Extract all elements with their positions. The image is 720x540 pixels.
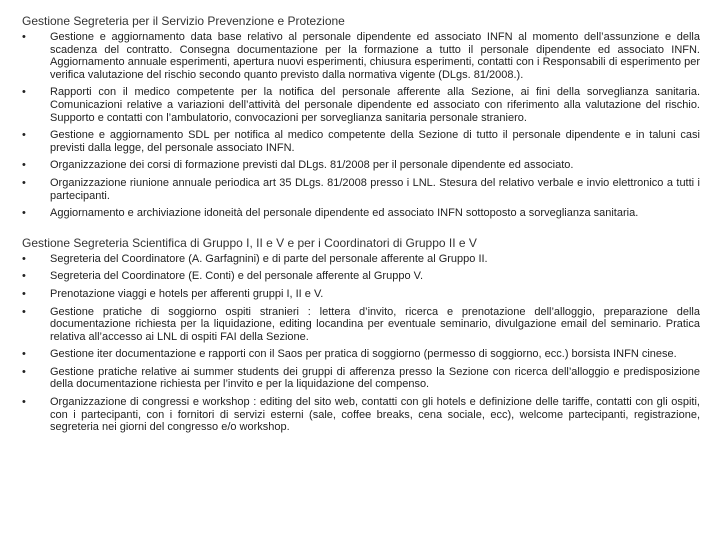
bullet-glyph: • [22,207,26,220]
list-item [22,177,700,202]
bullet-glyph: • [22,365,26,378]
list-item-text: Segreteria del Coordinatore (A. Garfagnini) e di parte del personale afferente al Gruppo II. [50,252,488,265]
section-safety-secretariat [22,14,700,220]
bullet-glyph: • [22,287,26,300]
list-item [22,129,700,154]
list-item [22,31,700,81]
list-item [22,159,700,172]
bullet-list [22,253,700,434]
list-item [22,207,700,220]
list-item [22,396,700,434]
list-item-text: Gestione e aggiornamento data base relativo al personale dipendente ed associato INFN al momento dell’assunzione e della scadenza del contratto. Consegna documentazione per la formazione a tutto il personale dipendente ed associato INFN. Aggiornamento annuale esperimenti, apertura nuovi esperimenti, chiusura esperimenti, contatti con i Responsabili di esperimento per verifica valutazione del rischio secondo quanto previsto dalla normativa vigente (DLgs. 81/2008.). [50,31,700,81]
bullet-glyph: • [22,252,26,265]
list-item-text: Organizzazione dei corsi di formazione previsti dal DLgs. 81/2008 per il personale dipendente ed associato. [50,159,574,172]
list-item-text: Rapporti con il medico competente per la notifica del personale afferente alla Sezione, ai fini della sorveglianza sanitaria. Comunicazioni relative a variazioni dell’attività del personale dipendente ed associato con riferimento alla valutazione del rischio. Supporto e contatti con l’ambulatorio, convocazioni per sorveglianza sanitaria personale straniero. [50,86,700,124]
list-item [22,253,700,266]
bullet-glyph: • [22,129,26,142]
list-item-text: Organizzazione riunione annuale periodica art 35 DLgs. 81/2008 presso i LNL. Stesura del relativo verbale e invio elettronico a tutti i partecipanti. [50,176,700,202]
list-item [22,348,700,361]
bullet-glyph: • [22,270,26,283]
list-item-text: Gestione pratiche di soggiorno ospiti stranieri : lettera d’invito, ricerca e prenotazione dell’alloggio, preparazione della documentazione richiesta per la liquidazione, editing locandina per eventuale seminario, divulgazione email del seminario. Pratica relativa all’accesso ai LNL di ospiti FAI della Sezione. [50,305,700,343]
bullet-glyph: • [22,396,26,409]
bullet-glyph: • [22,176,26,189]
list-item [22,86,700,124]
list-item-text: Organizzazione di congressi e workshop : editing del sito web, contatti con gli hotels e definizione delle tariffe, contatti con gli ospiti, con i partecipanti, con i fornitori di servizi esterni (sale, coffee breaks, cena sociale, ecc), welcome partecipanti, registrazione, segreteria nei giorni del congresso e/o workshop. [50,396,700,434]
bullet-glyph: • [22,31,26,43]
list-item-text: Aggiornamento e archiviazione idoneità del personale dipendente ed associato INFN sottoposto a sorveglianza sanitaria. [50,207,639,220]
bullet-list [22,31,700,220]
section-heading: Gestione Segreteria Scientifica di Gruppo I, II e V e per i Coordinatori di Gruppo II e V [22,235,477,250]
bullet-glyph: • [22,159,26,172]
section-scientific-secretariat [22,236,700,434]
list-item-text: Gestione pratiche relative ai summer students dei gruppi di afferenza presso la Sezione con ricerca dell’alloggio e predisposizione della documentazione richiesta per l’invito e per la liquidazione del compenso. [50,365,700,391]
list-item [22,270,700,283]
list-item-text: Gestione iter documentazione e rapporti con il Saos per pratica di soggiorno (permesso di soggiorno, ecc.) borsista INFN cinese. [50,348,677,361]
bullet-glyph: • [22,348,26,361]
list-item [22,306,700,344]
list-item-text: Prenotazione viaggi e hotels per afferenti gruppi I, II e V. [50,287,324,300]
list-item [22,288,700,301]
section-heading: Gestione Segreteria per il Servizio Prevenzione e Protezione [22,14,345,28]
bullet-glyph: • [22,86,26,99]
list-item-text: Segreteria del Coordinatore (E. Conti) e del personale afferente al Gruppo V. [50,270,424,283]
bullet-glyph: • [22,305,26,318]
list-item [22,366,700,391]
list-item-text: Gestione e aggiornamento SDL per notifica al medico competente della Sezione di tutto il personale dipendente e in taluni casi previsti dalla legge, del personale associato INFN. [50,129,700,154]
